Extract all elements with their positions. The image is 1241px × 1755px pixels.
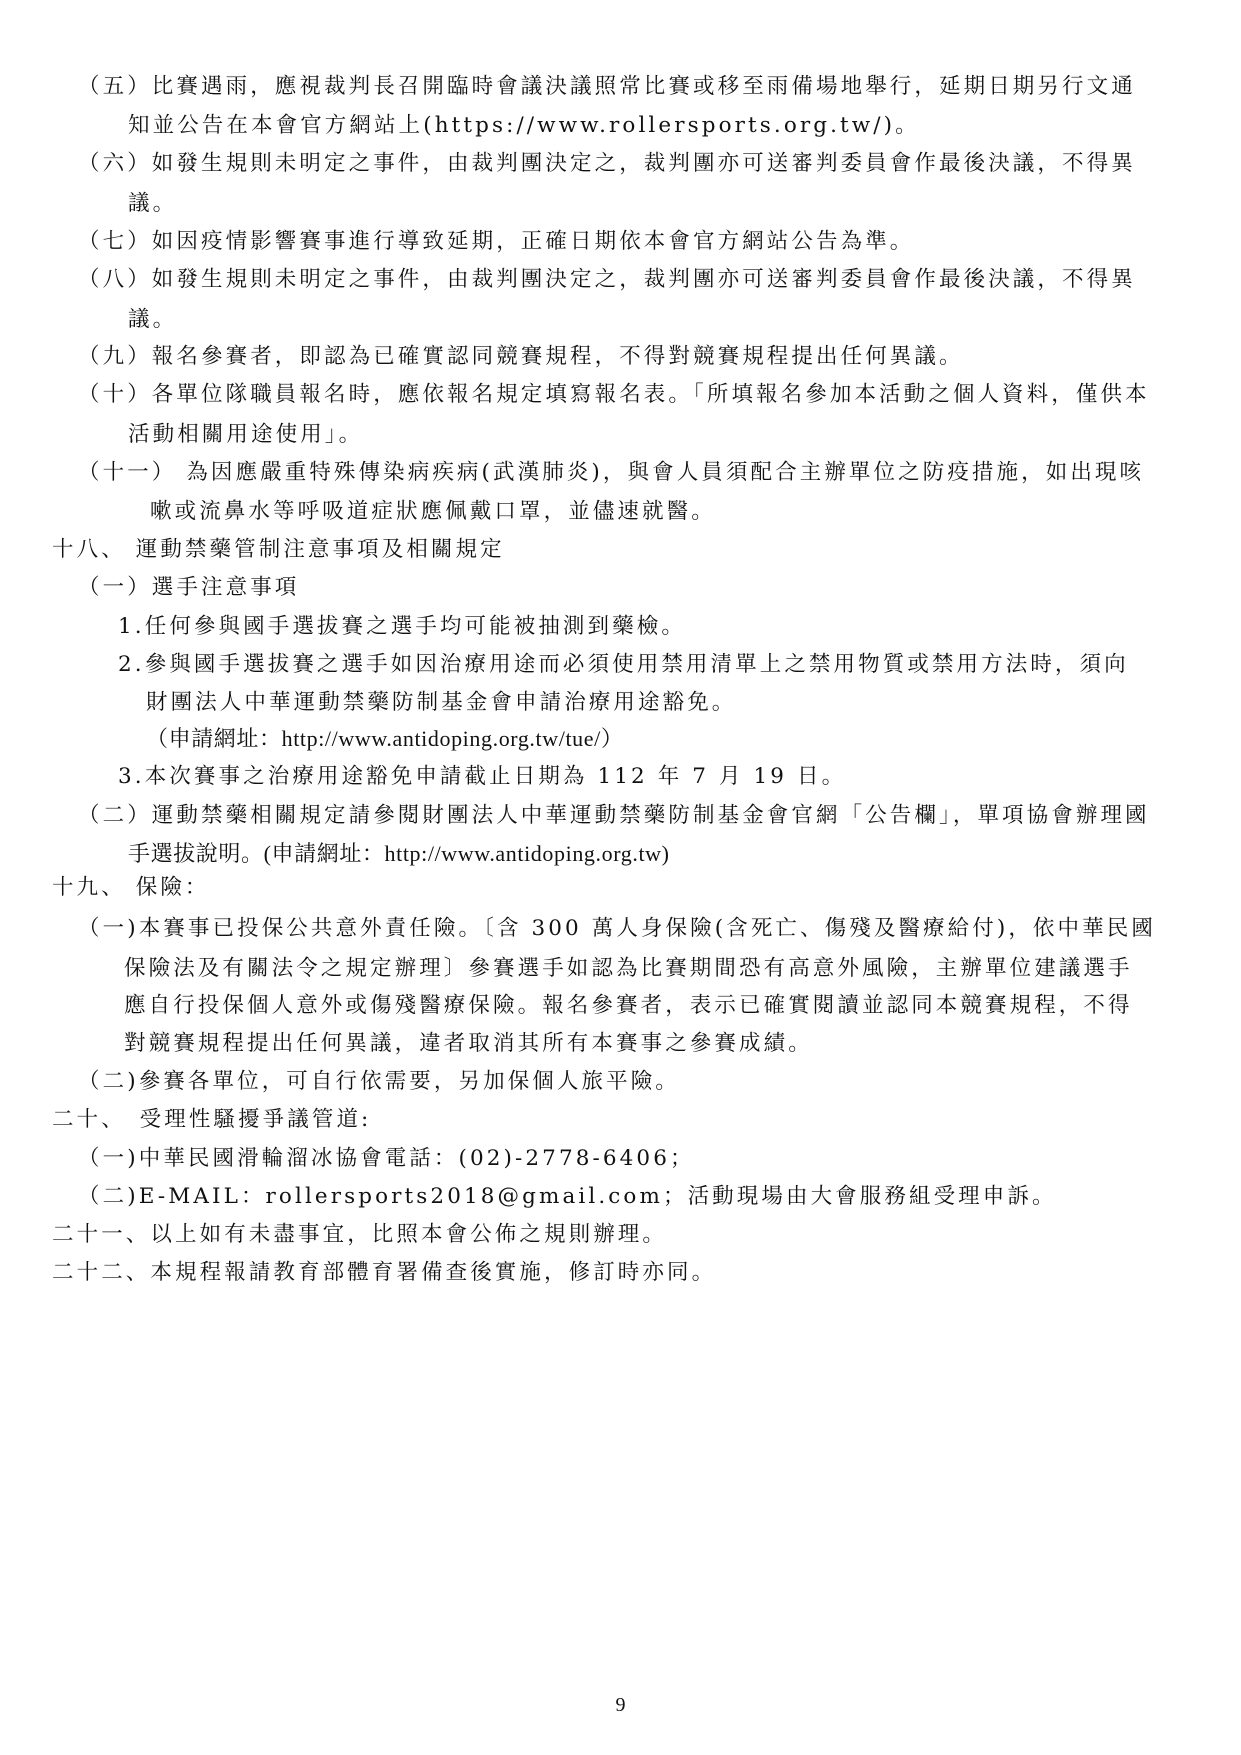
- item-10-line-1: （十）各單位隊職員報名時，應依報名規定填寫報名表。「所填報名參加本活動之個人資料，僅供本: [78, 382, 1150, 407]
- section-18-sub-2-line-1: （二）運動禁藥相關規定請參閱財團法人中華運動禁藥防制基金會官網「公告欄」，單項協會辦理國: [78, 803, 1150, 828]
- section-19-sub-2: （二)參賽各單位，可自行依需要，另加保個人旅平險。: [78, 1069, 680, 1094]
- section-22: 二十二、本規程報請教育部體育署備查後實施，修訂時亦同。: [52, 1260, 717, 1285]
- section-18-sub-1: （一）選手注意事項: [78, 575, 300, 600]
- item-8-line-2: 議。: [128, 307, 178, 332]
- item-10-line-2: 活動相關用途使用」。: [128, 422, 364, 447]
- section-18-sub-2-line-2: 手選拔說明。(申請網址：http://www.antidoping.org.tw): [128, 841, 670, 866]
- section-18-heading: 十八、 運動禁藥管制注意事項及相關規定: [52, 537, 505, 562]
- section-18-point-2-line-1: 2.參與國手選拔賽之選手如因治療用途而必須使用禁用清單上之禁用物質或禁用方法時，須向: [118, 652, 1129, 677]
- item-8-line-1: （八）如發生規則未明定之事件，由裁判團決定之，裁判團亦可送審判委員會作最後決議，不得異: [78, 267, 1136, 292]
- section-20-email: （二)E-MAIL：rollersports2018@gmail.com；活動現場由大會服務組受理申訴。: [78, 1184, 1057, 1209]
- section-18-point-3: 3.本次賽事之治療用途豁免申請截止日期為 112 年 7 月 19 日。: [118, 764, 847, 789]
- item-6-line-1: （六）如發生規則未明定之事件，由裁判團決定之，裁判團亦可送審判委員會作最後決議，不得異: [78, 151, 1136, 176]
- section-19-sub-1-line-1: （一)本賽事已投保公共意外責任險。〔含 300 萬人身保險(含死亡、傷殘及醫療給付)，依中華民國: [78, 916, 1156, 941]
- section-20-heading: 二十、 受理性騷擾爭議管道:: [52, 1107, 372, 1132]
- section-18-point-1: 1.任何參與國手選拔賽之選手均可能被抽測到藥檢。: [118, 614, 686, 639]
- section-19-sub-1-line-4: 對競賽規程提出任何異議，違者取消其所有本賽事之參賽成績。: [124, 1031, 813, 1056]
- item-5-line-2: 知並公告在本會官方網站上(https://www.rollersports.org.tw/)。: [128, 113, 920, 138]
- section-20-phone: （一)中華民國滑輪溜冰協會電話：(02)-2778-6406；: [78, 1146, 695, 1171]
- page-number: 9: [615, 1694, 626, 1716]
- section-19-heading: 十九、 保險：: [52, 875, 210, 900]
- section-18-point-2-line-2: 財團法人中華運動禁藥防制基金會申請治療用途豁免。: [146, 690, 737, 715]
- item-11-line-2: 嗽或流鼻水等呼吸道症狀應佩戴口罩，並儘速就醫。: [150, 499, 716, 524]
- item-6-line-2: 議。: [128, 191, 178, 216]
- item-9-line-1: （九）報名參賽者，即認為已確實認同競賽規程，不得對競賽規程提出任何異議。: [78, 344, 964, 369]
- item-5-line-1: （五）比賽遇雨，應視裁判長召開臨時會議決議照常比賽或移至雨備場地舉行，延期日期另行文通: [78, 74, 1136, 99]
- tue-application-url: （申請網址：http://www.antidoping.org.tw/tue/）: [146, 726, 624, 751]
- item-11-line-1: （十一） 為因應嚴重特殊傳染病疾病(武漢肺炎)，與會人員須配合主辦單位之防疫措施，如出現咳: [78, 460, 1145, 485]
- section-21: 二十一、以上如有未盡事宜，比照本會公佈之規則辦理。: [52, 1222, 668, 1247]
- item-7-line-1: （七）如因疫情影響賽事進行導致延期，正確日期依本會官方網站公告為準。: [78, 229, 915, 254]
- section-19-sub-1-line-3: 應自行投保個人意外或傷殘醫療保險。報名參賽者，表示已確實閱讀並認同本競賽規程，不得: [124, 993, 1133, 1018]
- section-19-sub-1-line-2: 保險法及有關法令之規定辦理〕參賽選手如認為比賽期間恐有高意外風險，主辦單位建議選手: [124, 956, 1133, 981]
